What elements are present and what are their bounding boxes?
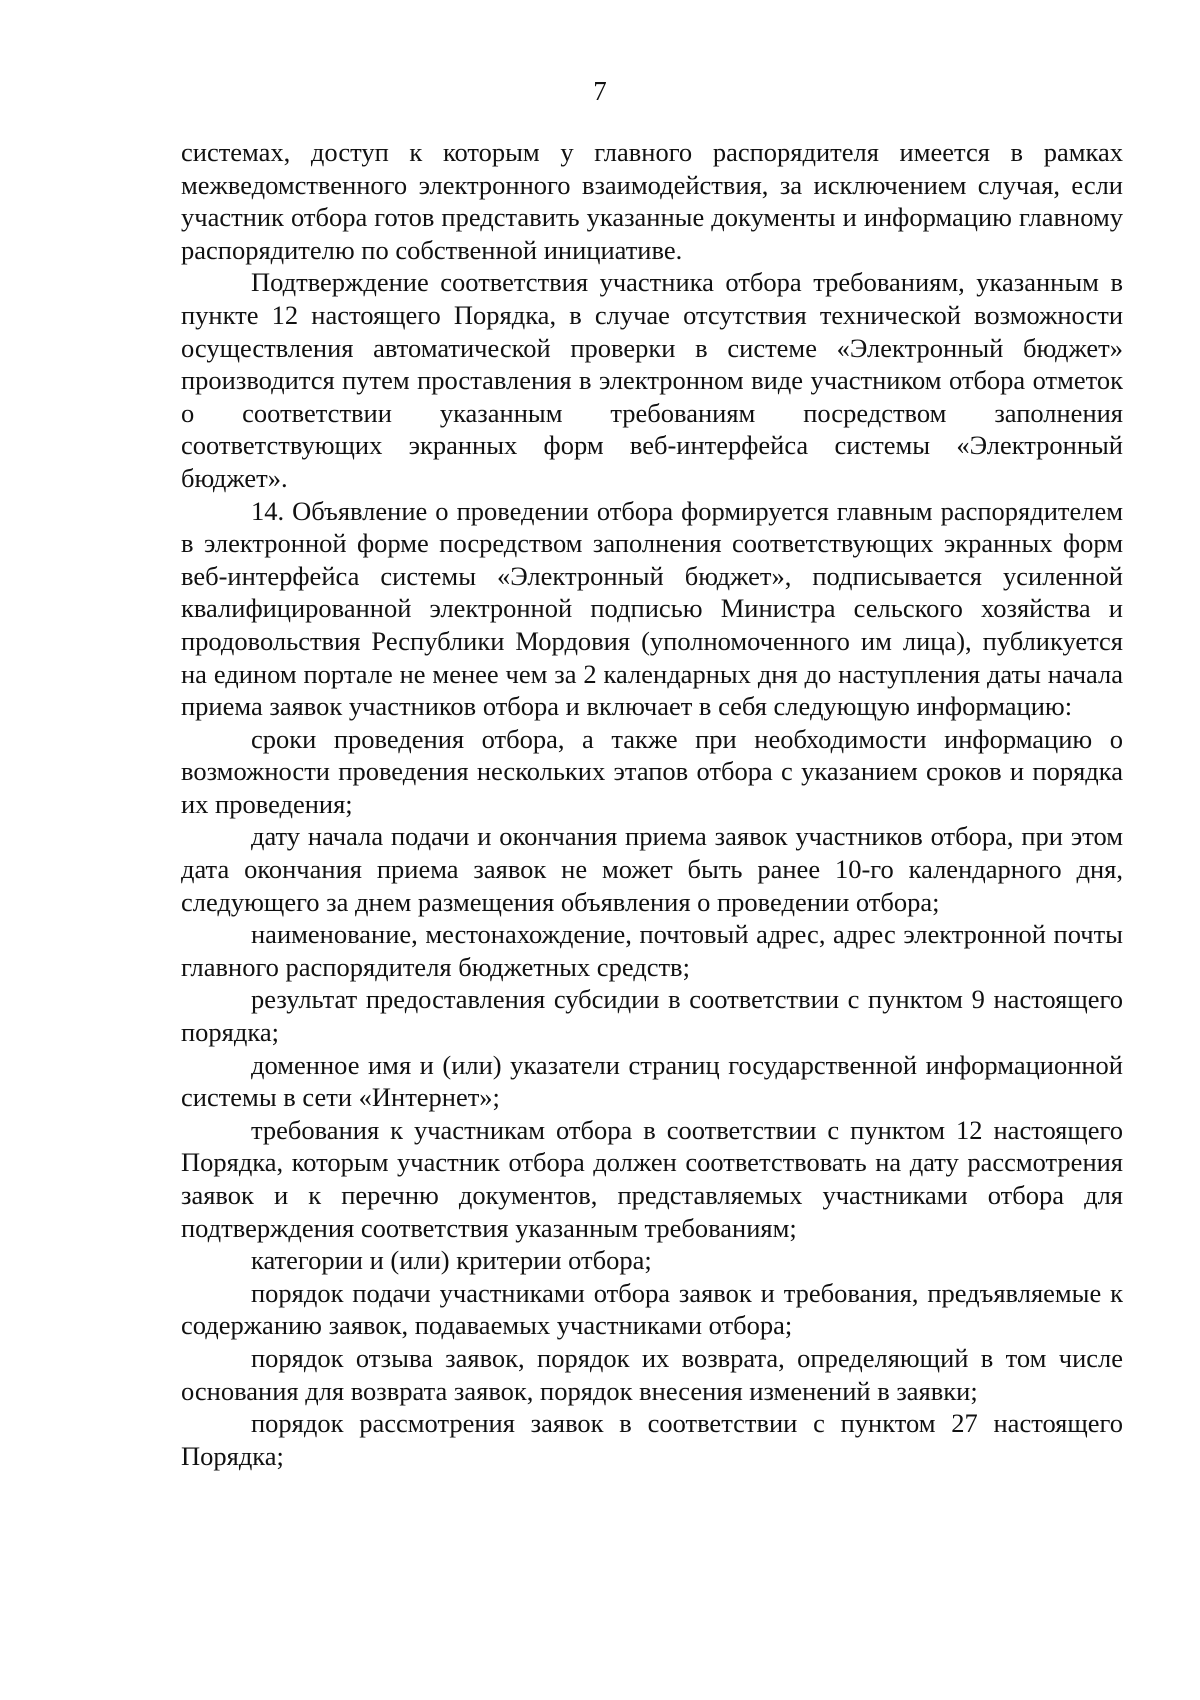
list-item-selection-terms: сроки проведения отбора, а также при необходимости информацию о возможности проведения нескольких этапов отбора с указанием сроков и порядка их проведения; [181,723,1123,819]
list-item-application-submission: порядок подачи участниками отбора заявок и требования, предъявляемые к содержанию заявок, подаваемых участниками отбора; [181,1277,1123,1341]
document-body [181,136,1123,1472]
list-item-selection-criteria: категории и (или) критерии отбора; [251,1245,652,1276]
page-number: 7 [593,76,607,106]
list-item-participant-requirements: требования к участникам отбора в соответствии с пунктом 12 настоящего Порядка, которым участник отбора должен соответствовать на дату рассмотрения заявок и к перечню документов, представляемых участниками отбора для подтверждения соответствия указанным требованиям; [181,1114,1123,1243]
list-item-application-withdrawal: порядок отзыва заявок, порядок их возврата, определяющий в том числе основания для возврата заявок, порядок внесения изменений в заявки; [181,1342,1123,1406]
list-item-application-dates: дату начала подачи и окончания приема заявок участников отбора, при этом дата окончания приема заявок не может быть ранее 10-го календарного дня, следующего за днем размещения объявления о проведении отбора; [181,821,1123,917]
list-item-application-review: порядок рассмотрения заявок в соответствии с пунктом 27 настоящего Порядка; [181,1408,1123,1471]
paragraph-requirements-confirmation: Подтверждение соответствия участника отбора требованиям, указанным в пункте 12 настоящего Порядка, в случае отсутствия технической возможности осуществления автоматической проверки в системе «Электронный бюджет» производится путем проставления в электронном виде участником отбора отметок о соответствии указанным требованиям посредством заполнения соответствующих экранных форм веб-интерфейса системы «Электронный бюджет». [181,267,1123,493]
list-item-subsidy-result: результат предоставления субсидии в соответствии с пунктом 9 настоящего порядка; [181,984,1123,1048]
paragraph-continuation: системах, доступ к которым у главного распорядителя имеется в рамках межведомственного электронного взаимодействия, за исключением случая, если участник отбора готов представить указанные документы и информацию главному распорядителю по собственной инициативе. [181,137,1123,265]
list-item-domain-name: доменное имя и (или) указатели страниц государственной информационной системы в сети «Интернет»; [181,1049,1123,1113]
list-item-distributor-contacts: наименование, местонахождение, почтовый адрес, адрес электронной почты главного распорядителя бюджетных средств; [181,919,1123,982]
paragraph-item-14-announcement: 14. Объявление о проведении отбора формируется главным распорядителем в электронной форме посредством заполнения соответствующих экранных форм веб-интерфейса системы «Электронный бюджет», подписывается усиленной квалифицированной электронной подписью Министра сельского хозяйства и продовольствия Республики Мордовия (уполномоченного им лица), публикуется на едином портале не менее чем за 2 календарных дня до наступления даты начала приема заявок участников отбора и включает в себя следующую информацию: [181,495,1123,722]
